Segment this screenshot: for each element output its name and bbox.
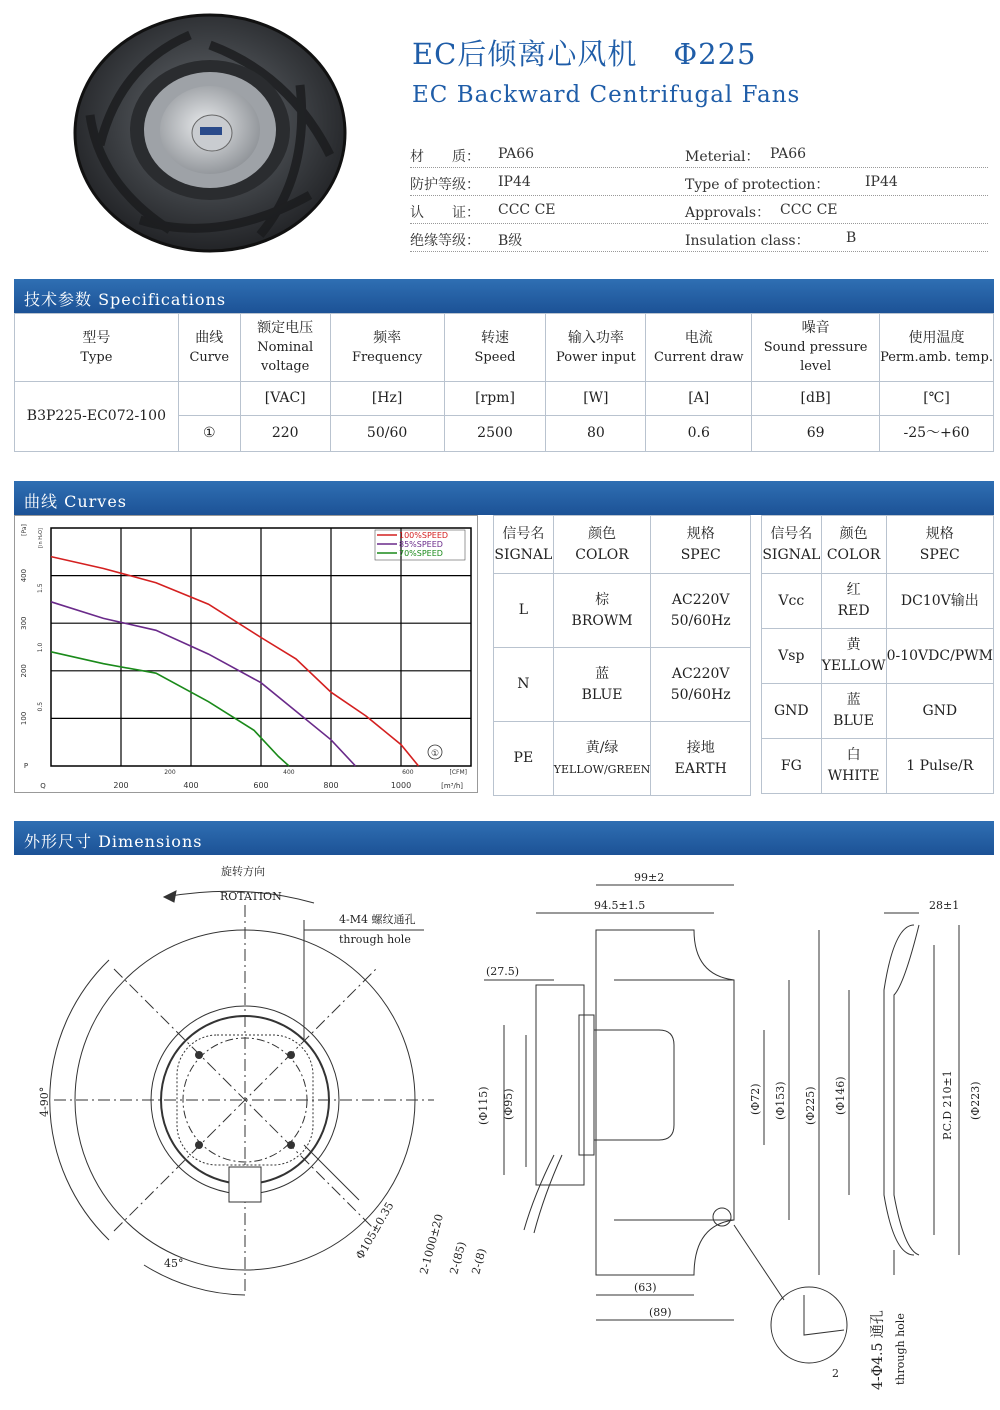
- chart-cfm-tick-label: 600: [402, 769, 414, 776]
- header-voltage: 额定电压 Nominal voltage: [240, 314, 330, 382]
- signal-name: Vcc: [762, 574, 822, 629]
- chart-series-line: [51, 557, 419, 766]
- angle-90-label: 4-90°: [38, 1086, 51, 1117]
- signal-name: FG: [762, 739, 822, 794]
- signal-spec: 0-10VDC/PWM: [886, 629, 993, 684]
- chart-inh2o-tick-label: 1.5: [37, 583, 44, 593]
- section-header-curves: 曲线 Curves: [14, 481, 994, 515]
- sig-header-signal: 信号名 SIGNAL: [762, 516, 822, 574]
- sig-header-signal: 信号名 SIGNAL: [494, 516, 554, 574]
- sig-header-color: 颜色 COLOR: [553, 516, 651, 574]
- chart-x-tick-label: 200: [113, 781, 129, 790]
- detail-2-label: 2: [832, 1367, 839, 1380]
- unit-speed: [rpm]: [444, 382, 546, 416]
- width-27-label: (27.5): [486, 965, 520, 978]
- d115-label: (Φ115): [477, 1086, 490, 1125]
- width-28-label: 28±1: [929, 899, 960, 912]
- unit-cell-empty: [178, 382, 240, 416]
- chart-y-tick-label: 300: [20, 616, 28, 630]
- performance-chart: [14, 515, 478, 793]
- d223-label: (Φ223): [969, 1081, 982, 1120]
- unit-current: [A]: [646, 382, 752, 416]
- signal-table-right: [761, 515, 994, 794]
- rotation-label-en: ROTATION: [220, 890, 282, 903]
- property-row-approvals: [410, 198, 988, 224]
- unit-sound: [dB]: [752, 382, 880, 416]
- chart-y-axis-label: P: [23, 762, 29, 770]
- chart-legend-label: 70%SPEED: [399, 549, 443, 558]
- header-current: 电流 Current draw: [646, 314, 752, 382]
- d225-label: (Φ225): [804, 1086, 817, 1125]
- header-speed: 转速 Speed: [444, 314, 546, 382]
- unit-temperature: [℃]: [880, 382, 994, 416]
- property-cn-value: CCC CE: [498, 202, 556, 218]
- chart-y-tick-label: 400: [20, 568, 28, 583]
- chart-inh2o-tick-label: 1.0: [37, 642, 44, 653]
- signal-color: 蓝 BLUE: [821, 684, 886, 739]
- property-en-label: Insulation class：: [685, 233, 810, 249]
- property-row-material: [410, 142, 988, 168]
- hole-label-cn: 4-M4 螺纹通孔: [339, 913, 416, 926]
- chart-curve-marker: ①: [430, 749, 440, 759]
- section-header-dimensions: 外形尺寸 Dimensions: [14, 821, 994, 855]
- signal-name: N: [494, 648, 554, 722]
- signal-name: PE: [494, 722, 554, 796]
- chart-x-tick-label: 800: [323, 781, 339, 790]
- model-cell: B3P225-EC072-100: [15, 382, 179, 452]
- signal-color: 蓝 BLUE: [553, 648, 651, 722]
- fan-product-photo: [60, 5, 360, 255]
- property-cn-value: PA66: [498, 146, 535, 162]
- pcd-label: P.C.D 210±1: [941, 1070, 954, 1140]
- holes-label-en: through hole: [894, 1313, 907, 1385]
- property-cn-label: 认 证：: [410, 205, 480, 221]
- chart-y-tick-label: 100: [20, 711, 28, 726]
- chart-legend-label: 100%SPEED: [399, 531, 449, 540]
- signal-color: 黄/绿 YELLOW/GREEN: [553, 722, 651, 796]
- value-sound: 69: [752, 416, 880, 452]
- value-temperature: -25～+60: [880, 416, 994, 452]
- side-mount-plate: [536, 985, 584, 1185]
- cable-end-label: 2-(8): [469, 1247, 489, 1276]
- chart-x-axis-label: [m³/h]: [441, 782, 463, 790]
- angle-45-label: 45°: [164, 1257, 184, 1270]
- property-en-label: Approvals：: [685, 205, 771, 221]
- signal-spec: 1 Pulse/R: [886, 739, 993, 794]
- hole-label-en: through hole: [339, 933, 411, 946]
- rotation-label-cn: 旋转方向: [221, 865, 265, 878]
- signal-name: GND: [762, 684, 822, 739]
- property-en-value: IP44: [865, 174, 898, 190]
- sig-header-spec: 规格 SPEC: [651, 516, 751, 574]
- holes-label-cn: 4-Φ4.5 通孔: [870, 1310, 886, 1390]
- chart-x-tick-label: 600: [253, 781, 269, 790]
- chart-inh2o-tick-label: 0.5: [37, 701, 44, 712]
- sig-header-color: 颜色 COLOR: [821, 516, 886, 574]
- d146-label: (Φ146): [834, 1076, 847, 1115]
- value-speed: 2500: [444, 416, 546, 452]
- header-frequency: 频率 Frequency: [330, 314, 444, 382]
- width-94-label: 94.5±1.5: [594, 899, 646, 912]
- value-voltage: 220: [240, 416, 330, 452]
- model-diameter: Φ225: [673, 37, 757, 71]
- property-row-protection: [410, 170, 988, 196]
- signal-table-left: [493, 515, 751, 796]
- value-current: 0.6: [646, 416, 752, 452]
- dimension-drawing: [14, 855, 994, 1405]
- d105-label: Φ105±0.35: [353, 1199, 397, 1262]
- signal-spec: GND: [886, 684, 993, 739]
- signal-color: 棕 BROWM: [553, 574, 651, 648]
- chart-series-line: [51, 652, 289, 766]
- signal-name: Vsp: [762, 629, 822, 684]
- chart-x-tick-label: 1000: [390, 781, 412, 790]
- signal-name: L: [494, 574, 554, 648]
- header-temperature: 使用温度 Perm.amb. temp.: [880, 314, 994, 382]
- width-89-label: (89): [649, 1306, 672, 1319]
- inlet-ring-profile: [884, 925, 914, 1255]
- sig-header-spec: 规格 SPEC: [886, 516, 993, 574]
- chart-y-units-label: [Pa]: [21, 524, 28, 536]
- signal-spec: AC220V 50/60Hz: [651, 648, 751, 722]
- property-en-label: Meterial：: [685, 149, 760, 165]
- value-frequency: 50/60: [330, 416, 444, 452]
- property-cn-value: IP44: [498, 174, 531, 190]
- header-power: 输入功率 Power input: [546, 314, 646, 382]
- property-cn-label: 防护等级：: [410, 177, 480, 193]
- chart-y-tick-label: 200: [20, 664, 28, 678]
- side-impeller-outline: [596, 930, 734, 1275]
- width-63-label: (63): [634, 1281, 657, 1294]
- header-sound: 噪音 Sound pressure level: [752, 314, 880, 382]
- unit-power: [W]: [546, 382, 646, 416]
- property-cn-value: B级: [498, 233, 523, 249]
- specifications-table: [14, 313, 994, 452]
- chart-legend-label: 85%SPEED: [399, 540, 443, 549]
- page-title-cn: [412, 32, 757, 73]
- unit-voltage: [VAC]: [240, 382, 330, 416]
- header-curve: 曲线 Curve: [178, 314, 240, 382]
- chart-series-line: [51, 602, 356, 766]
- chart-cfm-tick-label: 200: [164, 769, 176, 776]
- signal-spec: AC220V 50/60Hz: [651, 574, 751, 648]
- property-row-insulation: [410, 226, 988, 252]
- cable-length-label: 2-1000±20: [417, 1212, 446, 1276]
- value-curve: ①: [178, 416, 240, 452]
- chart-q-label: Q: [40, 782, 46, 790]
- chart-y-alt-units-label: [in H₂O]: [38, 528, 44, 548]
- chart-svg: [15, 516, 477, 792]
- chart-cfm-axis-label: [CFM]: [449, 769, 467, 776]
- width-99-label: 99±2: [634, 871, 665, 884]
- unit-frequency: [Hz]: [330, 382, 444, 416]
- chart-cfm-tick-label: 400: [283, 769, 295, 776]
- chart-x-tick-label: 400: [183, 781, 199, 790]
- title-cn-text: EC后倾离心风机: [412, 37, 638, 71]
- signal-color: 白 WHITE: [821, 739, 886, 794]
- signal-spec: DC10V输出: [886, 574, 993, 629]
- property-cn-label: 绝缘等级：: [410, 233, 480, 249]
- page-title-en: EC Backward Centrifugal Fans: [412, 82, 801, 108]
- header-type: 型号 Type: [15, 314, 179, 382]
- signal-color: 红 RED: [821, 574, 886, 629]
- signal-spec: 接地 EARTH: [651, 722, 751, 796]
- section-header-specifications: 技术参数 Specifications: [14, 279, 994, 313]
- d72-label: (Φ72): [749, 1083, 762, 1115]
- d95-label: (Φ95): [502, 1088, 515, 1120]
- property-en-value: CCC CE: [780, 202, 838, 218]
- cable-strip-label: 2-(85): [447, 1240, 469, 1276]
- d153-label: (Φ153): [774, 1081, 787, 1120]
- property-en-value: PA66: [770, 146, 807, 162]
- property-en-label: Type of protection：: [685, 177, 830, 193]
- value-power: 80: [546, 416, 646, 452]
- property-cn-label: 材 质：: [410, 149, 480, 165]
- property-en-value: B: [846, 230, 857, 246]
- signal-color: 黄 YELLOW: [821, 629, 886, 684]
